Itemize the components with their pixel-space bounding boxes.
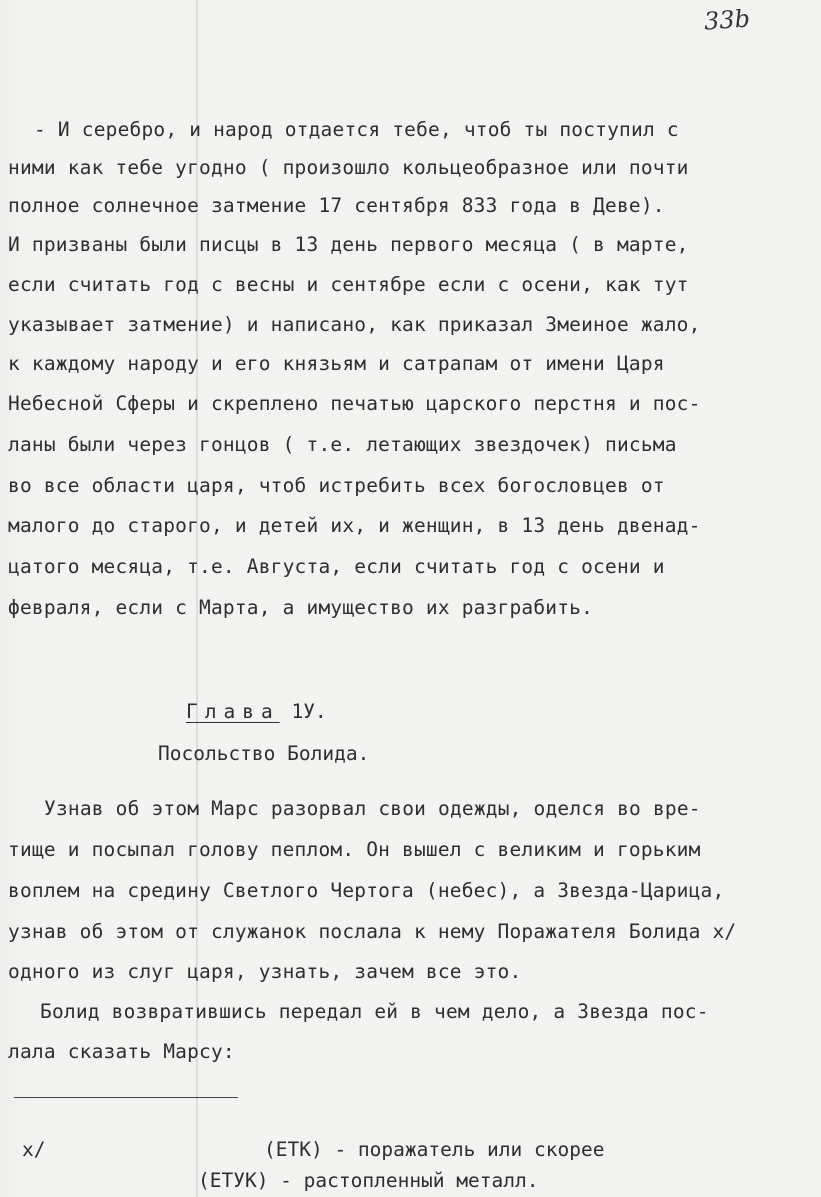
text-line: указывает затмение) и написано, как приказал Змеиное жало, [8,313,701,336]
chapter-heading [186,699,327,725]
text-line: узнав об этом от служанок послала к нему Поражателя Болида x/ [8,920,737,943]
text-line: Узнав об этом Марс разорвал свои одежды, оделся во вре- [44,797,701,820]
chapter-subtitle: Посольство Болида. [158,742,370,765]
text-line: ними как тебе угодно ( произошло кольцеобразное или почти [8,156,689,179]
footnote-marker: x/ [22,1138,46,1161]
text-line: полное солнечное затмение 17 сентября 833 года в Деве). [8,194,665,217]
text-line: тище и посыпал голову пеплом. Он вышел с великим и горьким [8,838,701,861]
text-line: лала сказать Марсу: [8,1040,235,1063]
text-line: Болид возвратившись передал ей в чем дело, а Звезда пос- [40,1000,709,1023]
text-line: - И серебро, и народ отдается тебе, чтоб ты поступил с [34,118,679,141]
text-line: ланы были через гонцов ( т.е. летающих звездочек) письма [8,433,677,456]
folio-number: 33b [703,4,751,36]
chapter-title: Глава [186,700,280,723]
text-line: цатого месяца, т.е. Августа, если считать год с осени и [8,555,665,578]
text-line: во все области царя, чтоб истребить всех богословцев от [8,474,665,497]
footnote-separator [14,1097,238,1098]
text-line: февраля, если с Марта, а имущество их разграбить. [8,596,594,619]
chapter-number: 1У. [291,700,327,723]
text-line: если считать год с весны и сентябре если с осени, как тут [8,273,689,296]
text-line: одного из слуг царя, узнать, зачем все это. [8,960,522,983]
footnote-line: (ЕТК) - поражатель или скорее [264,1138,605,1161]
text-line: И призваны были писцы в 13 день первого месяца ( в марте, [8,233,689,256]
text-line: малого до старого, и детей их, и женщин, в 13 день двенад- [8,514,701,537]
text-line: к каждому народу и его князьям и сатрапам от имени Царя [8,352,665,375]
text-line: воплем на средину Светлого Чертога (небес), а Звезда-Царица, [8,879,725,902]
text-line: Небесной Сферы и скреплено печатью царского перстня и пос- [8,392,701,415]
footnote-line: (ЕТУК) - растопленный металл. [198,1169,539,1192]
